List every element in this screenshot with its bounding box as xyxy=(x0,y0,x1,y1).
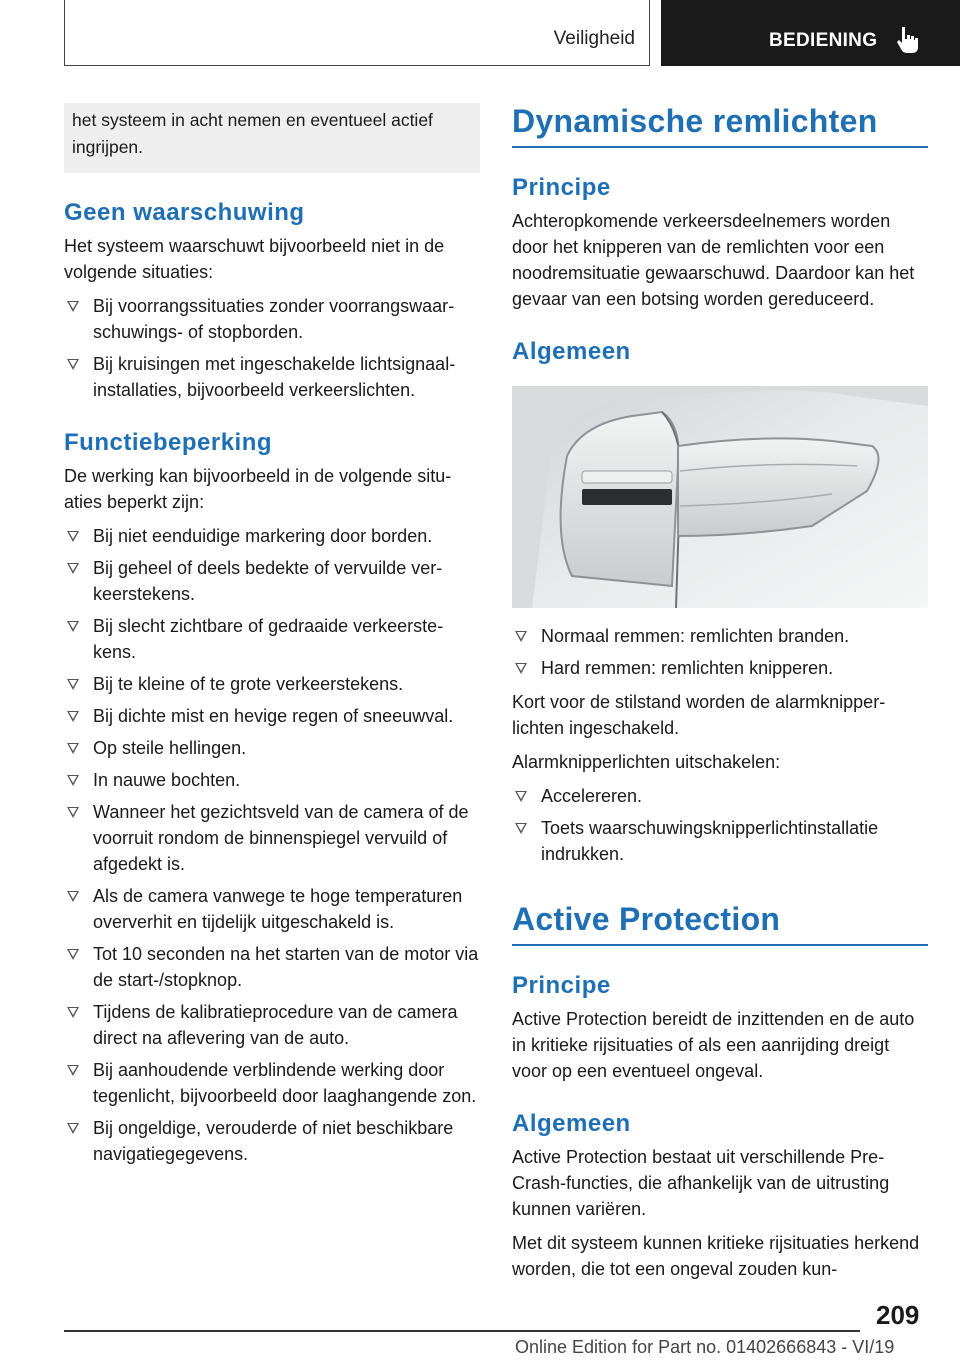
triangle-bullet-icon xyxy=(67,531,79,542)
pointing-hand-icon xyxy=(895,25,923,55)
heading-limits: Functiebeperking xyxy=(64,429,273,456)
triangle-bullet-icon xyxy=(515,631,527,642)
hazard-off-list xyxy=(512,783,928,867)
heading-no-warning: Geen waarschuwing xyxy=(64,199,305,226)
list-item: Bij voorrangssituaties zonder voorrangswaarschuwings- of stopborden. xyxy=(64,293,480,345)
page-number: 209 xyxy=(876,1300,920,1330)
limits-intro: De werking kan bijvoorbeeld in de volgende situaties beperkt zijn: xyxy=(64,466,452,512)
list-item: Als de camera vanwege te hoge temperaturen oververhit en tijdelijk uitgeschakeld is. xyxy=(64,883,480,935)
triangle-bullet-icon xyxy=(67,1007,79,1018)
list-item: Bij te kleine of te grote verkeerstekens. xyxy=(64,671,480,697)
triangle-bullet-icon xyxy=(67,1123,79,1134)
list-item: Bij dichte mist en hevige regen of sneeuwval. xyxy=(64,703,480,729)
triangle-bullet-icon xyxy=(67,949,79,960)
section-title: Veiligheid xyxy=(553,28,635,49)
triangle-bullet-icon xyxy=(67,711,79,722)
ap-principle-text: Active Protection bereidt de inzittenden en de auto in kritieke rijsituaties of als een aanrijding dreigt voor op een eventueel ongeval. xyxy=(512,1009,915,1081)
heading-general-ap: Algemeen xyxy=(512,1110,631,1137)
list-item: Wanneer het gezichtsveld van de camera of de voorruit rondom de binnenspiegel vervuild of afgedekt is. xyxy=(64,799,480,877)
triangle-bullet-icon xyxy=(515,663,527,674)
list-item: Tot 10 seconden na het starten van de motor via de start-/stopknop. xyxy=(64,941,480,993)
triangle-bullet-icon xyxy=(67,775,79,786)
list-item: Hard remmen: remlichten knipperen. xyxy=(512,655,928,681)
triangle-bullet-icon xyxy=(67,1065,79,1076)
triangle-bullet-icon xyxy=(67,621,79,632)
triangle-bullet-icon xyxy=(67,563,79,574)
triangle-bullet-icon xyxy=(67,807,79,818)
ap-general-text1: Active Protection bestaat uit verschillende Pre-Crash-functies, die afhankelijk van de uitrusting kunnen variëren. xyxy=(512,1147,890,1219)
hazard-text: Kort voor de stilstand worden de alarmknipperlichten ingeschakeld. xyxy=(512,692,886,738)
list-item: Accelereren. xyxy=(512,783,928,809)
triangle-bullet-icon xyxy=(515,791,527,802)
list-item: Bij slecht zichtbare of gedraaide verkeerstekens. xyxy=(64,613,480,665)
list-item: Bij niet eenduidige markering door borden. xyxy=(64,523,480,549)
heading-brake-lights: Dynamische remlichten xyxy=(512,103,928,148)
list-item: Bij ongeldige, verouderde of niet beschikbare navigatiegegevens. xyxy=(64,1115,480,1167)
triangle-bullet-icon xyxy=(67,743,79,754)
no-warning-intro: Het systeem waarschuwt bijvoorbeeld niet in de volgende situaties: xyxy=(64,236,445,282)
triangle-bullet-icon xyxy=(67,679,79,690)
tail-light-illustration xyxy=(512,386,928,608)
footer-divider xyxy=(64,1330,860,1332)
triangle-bullet-icon xyxy=(67,891,79,902)
triangle-bullet-icon xyxy=(67,359,79,370)
heading-active-protection: Active Protection xyxy=(512,901,928,946)
triangle-bullet-icon xyxy=(515,823,527,834)
list-item: Normaal remmen: remlichten branden. xyxy=(512,623,928,649)
list-item: Op steile hellingen. xyxy=(64,735,480,761)
chapter-tab xyxy=(661,0,960,66)
note-text: het systeem in acht nemen en eventueel actief ingrijpen. xyxy=(72,110,433,157)
left-column xyxy=(64,103,480,1175)
list-item: Bij geheel of deels bedekte of vervuilde verkeerstekens. xyxy=(64,555,480,607)
page-header xyxy=(0,0,960,66)
edition-text: Online Edition for Part no. 01402666843 - VI/19 xyxy=(515,1337,895,1357)
no-warning-list xyxy=(64,293,480,403)
chapter-title: BEDIENING xyxy=(769,30,878,51)
heading-principle-ap: Principe xyxy=(512,972,611,999)
continued-note xyxy=(64,103,480,173)
list-item: Bij aanhoudende verblindende werking door tegenlicht, bijvoorbeeld door laaghangende zon. xyxy=(64,1057,480,1109)
right-column xyxy=(512,103,928,1290)
heading-principle: Principe xyxy=(512,174,611,201)
list-item: In nauwe bochten. xyxy=(64,767,480,793)
heading-general: Algemeen xyxy=(512,338,631,365)
limits-list xyxy=(64,523,480,1167)
principle-text: Achteropkomende verkeersdeelnemers worden door het knipperen van de remlichten voor een noodremsituatie gewaarschuwd. Daardoor kan het gevaar van een botsing worden gereduceerd. xyxy=(512,211,915,309)
ap-general-text2: Met dit systeem kunnen kritieke rijsituaties herkend worden, die tot een ongeval zouden kun- xyxy=(512,1233,920,1279)
brake-items-list xyxy=(512,623,928,681)
list-item: Tijdens de kalibratieprocedure van de camera direct na aflevering van de auto. xyxy=(64,999,480,1051)
triangle-bullet-icon xyxy=(67,301,79,312)
list-item: Bij kruisingen met ingeschakelde lichtsignaalinstallaties, bijvoorbeeld verkeerslichten. xyxy=(64,351,480,403)
list-item: Toets waarschuwingsknipperlichtinstallatie indrukken. xyxy=(512,815,928,867)
section-tab xyxy=(64,0,650,66)
hazard-off-text: Alarmknipperlichten uitschakelen: xyxy=(512,752,781,772)
